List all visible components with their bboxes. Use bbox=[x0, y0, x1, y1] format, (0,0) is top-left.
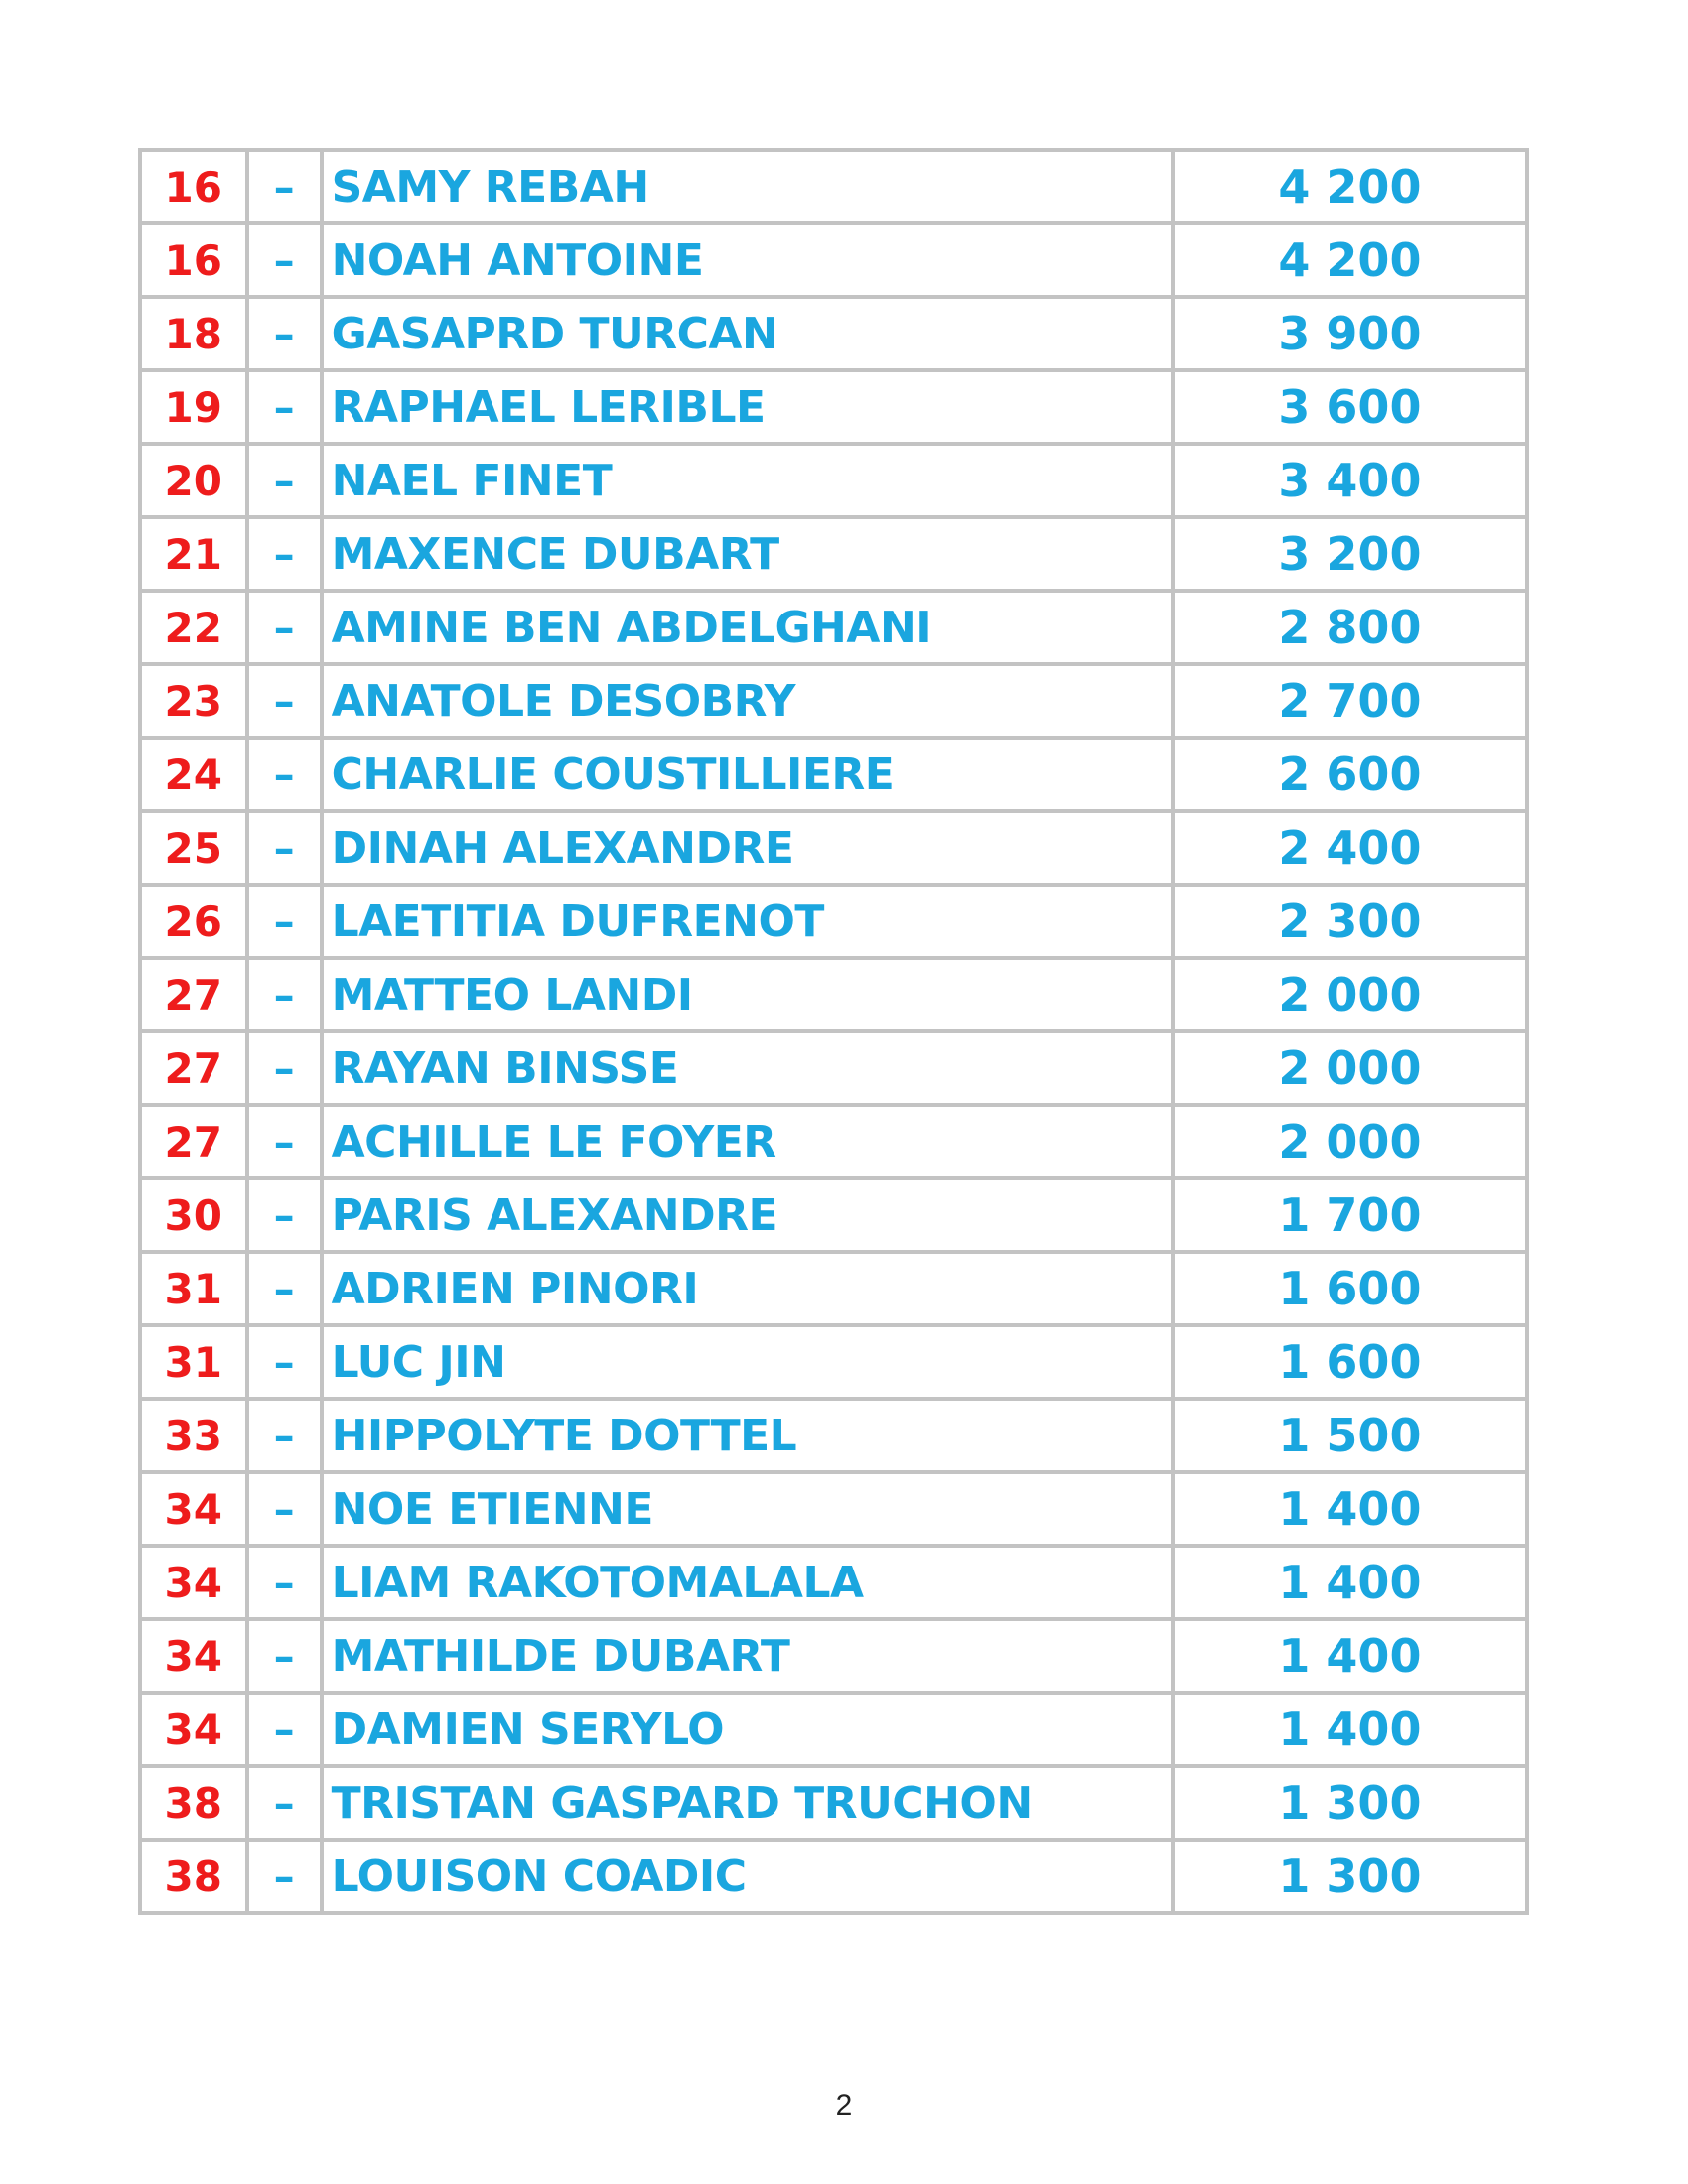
points-cell: 2 800 bbox=[1173, 591, 1527, 664]
points-cell: 3 600 bbox=[1173, 370, 1527, 444]
name-cell: CHARLIE COUSTILLIERE bbox=[322, 738, 1173, 811]
rank-cell: 31 bbox=[140, 1325, 247, 1399]
rank-cell: 33 bbox=[140, 1399, 247, 1472]
points-cell: 2 000 bbox=[1173, 958, 1527, 1031]
points-cell: 1 300 bbox=[1173, 1766, 1527, 1840]
points-cell: 2 600 bbox=[1173, 738, 1527, 811]
rank-cell: 27 bbox=[140, 1105, 247, 1178]
rank-cell: 31 bbox=[140, 1252, 247, 1325]
points-cell: 3 400 bbox=[1173, 444, 1527, 517]
name-cell: NAEL FINET bbox=[322, 444, 1173, 517]
name-cell: DAMIEN SERYLO bbox=[322, 1693, 1173, 1766]
points-cell: 1 400 bbox=[1173, 1472, 1527, 1546]
name-cell: SAMY REBAH bbox=[322, 150, 1173, 223]
name-cell: MAXENCE DUBART bbox=[322, 517, 1173, 591]
name-cell: MATHILDE DUBART bbox=[322, 1619, 1173, 1693]
name-cell: GASAPRD TURCAN bbox=[322, 297, 1173, 370]
name-cell: NOE ETIENNE bbox=[322, 1472, 1173, 1546]
rank-cell: 38 bbox=[140, 1766, 247, 1840]
ranking-table bbox=[138, 148, 1529, 1915]
points-cell: 1 400 bbox=[1173, 1619, 1527, 1693]
rank-cell: 24 bbox=[140, 738, 247, 811]
dash-cell: – bbox=[247, 1619, 322, 1693]
points-cell: 2 300 bbox=[1173, 885, 1527, 958]
dash-cell: – bbox=[247, 1105, 322, 1178]
dash-cell: – bbox=[247, 1840, 322, 1913]
rank-cell: 22 bbox=[140, 591, 247, 664]
table-row bbox=[140, 1693, 1527, 1766]
page-number: 2 bbox=[835, 2089, 853, 2121]
dash-cell: – bbox=[247, 1178, 322, 1252]
dash-cell: – bbox=[247, 664, 322, 738]
name-cell: LOUISON COADIC bbox=[322, 1840, 1173, 1913]
table-row bbox=[140, 958, 1527, 1031]
name-cell: HIPPOLYTE DOTTEL bbox=[322, 1399, 1173, 1472]
rank-cell: 34 bbox=[140, 1619, 247, 1693]
table-row bbox=[140, 885, 1527, 958]
points-cell: 4 200 bbox=[1173, 223, 1527, 297]
name-cell: LIAM RAKOTOMALALA bbox=[322, 1546, 1173, 1619]
table-row bbox=[140, 370, 1527, 444]
table-row bbox=[140, 444, 1527, 517]
rank-cell: 18 bbox=[140, 297, 247, 370]
table-row bbox=[140, 664, 1527, 738]
table-row bbox=[140, 1252, 1527, 1325]
points-cell: 2 400 bbox=[1173, 811, 1527, 885]
points-cell: 2 000 bbox=[1173, 1105, 1527, 1178]
rank-cell: 27 bbox=[140, 1031, 247, 1105]
rank-cell: 30 bbox=[140, 1178, 247, 1252]
name-cell: TRISTAN GASPARD TRUCHON bbox=[322, 1766, 1173, 1840]
dash-cell: – bbox=[247, 444, 322, 517]
rank-cell: 20 bbox=[140, 444, 247, 517]
dash-cell: – bbox=[247, 1472, 322, 1546]
dash-cell: – bbox=[247, 1766, 322, 1840]
name-cell: LAETITIA DUFRENOT bbox=[322, 885, 1173, 958]
dash-cell: – bbox=[247, 223, 322, 297]
points-cell: 1 700 bbox=[1173, 1178, 1527, 1252]
table-row bbox=[140, 517, 1527, 591]
table-row bbox=[140, 738, 1527, 811]
rank-cell: 25 bbox=[140, 811, 247, 885]
rank-cell: 21 bbox=[140, 517, 247, 591]
ranking-table-body bbox=[140, 150, 1527, 1913]
dash-cell: – bbox=[247, 1031, 322, 1105]
dash-cell: – bbox=[247, 297, 322, 370]
table-row bbox=[140, 1178, 1527, 1252]
rank-cell: 34 bbox=[140, 1693, 247, 1766]
dash-cell: – bbox=[247, 1399, 322, 1472]
points-cell: 3 900 bbox=[1173, 297, 1527, 370]
rank-cell: 23 bbox=[140, 664, 247, 738]
rank-cell: 19 bbox=[140, 370, 247, 444]
table-row bbox=[140, 591, 1527, 664]
rank-cell: 38 bbox=[140, 1840, 247, 1913]
table-row bbox=[140, 1766, 1527, 1840]
name-cell: RAPHAEL LERIBLE bbox=[322, 370, 1173, 444]
rank-cell: 26 bbox=[140, 885, 247, 958]
table-row bbox=[140, 1325, 1527, 1399]
points-cell: 2 000 bbox=[1173, 1031, 1527, 1105]
name-cell: ACHILLE LE FOYER bbox=[322, 1105, 1173, 1178]
rank-cell: 27 bbox=[140, 958, 247, 1031]
name-cell: ADRIEN PINORI bbox=[322, 1252, 1173, 1325]
table-row bbox=[140, 1399, 1527, 1472]
table-row bbox=[140, 297, 1527, 370]
table-row bbox=[140, 1105, 1527, 1178]
table-row bbox=[140, 1031, 1527, 1105]
points-cell: 4 200 bbox=[1173, 150, 1527, 223]
points-cell: 1 600 bbox=[1173, 1325, 1527, 1399]
points-cell: 1 400 bbox=[1173, 1546, 1527, 1619]
points-cell: 1 500 bbox=[1173, 1399, 1527, 1472]
dash-cell: – bbox=[247, 370, 322, 444]
name-cell: PARIS ALEXANDRE bbox=[322, 1178, 1173, 1252]
rank-cell: 16 bbox=[140, 150, 247, 223]
name-cell: RAYAN BINSSE bbox=[322, 1031, 1173, 1105]
dash-cell: – bbox=[247, 1546, 322, 1619]
table-row bbox=[140, 1840, 1527, 1913]
table-row bbox=[140, 223, 1527, 297]
dash-cell: – bbox=[247, 1325, 322, 1399]
dash-cell: – bbox=[247, 1693, 322, 1766]
table-row bbox=[140, 1619, 1527, 1693]
points-cell: 3 200 bbox=[1173, 517, 1527, 591]
rank-cell: 34 bbox=[140, 1546, 247, 1619]
rank-cell: 34 bbox=[140, 1472, 247, 1546]
dash-cell: – bbox=[247, 885, 322, 958]
points-cell: 1 300 bbox=[1173, 1840, 1527, 1913]
table-row bbox=[140, 150, 1527, 223]
table-row bbox=[140, 1546, 1527, 1619]
name-cell: LUC JIN bbox=[322, 1325, 1173, 1399]
name-cell: NOAH ANTOINE bbox=[322, 223, 1173, 297]
dash-cell: – bbox=[247, 150, 322, 223]
dash-cell: – bbox=[247, 517, 322, 591]
points-cell: 1 600 bbox=[1173, 1252, 1527, 1325]
dash-cell: – bbox=[247, 1252, 322, 1325]
table-row bbox=[140, 1472, 1527, 1546]
points-cell: 2 700 bbox=[1173, 664, 1527, 738]
name-cell: ANATOLE DESOBRY bbox=[322, 664, 1173, 738]
dash-cell: – bbox=[247, 591, 322, 664]
name-cell: MATTEO LANDI bbox=[322, 958, 1173, 1031]
points-cell: 1 400 bbox=[1173, 1693, 1527, 1766]
name-cell: DINAH ALEXANDRE bbox=[322, 811, 1173, 885]
dash-cell: – bbox=[247, 738, 322, 811]
dash-cell: – bbox=[247, 958, 322, 1031]
rank-cell: 16 bbox=[140, 223, 247, 297]
table-row bbox=[140, 811, 1527, 885]
name-cell: AMINE BEN ABDELGHANI bbox=[322, 591, 1173, 664]
dash-cell: – bbox=[247, 811, 322, 885]
